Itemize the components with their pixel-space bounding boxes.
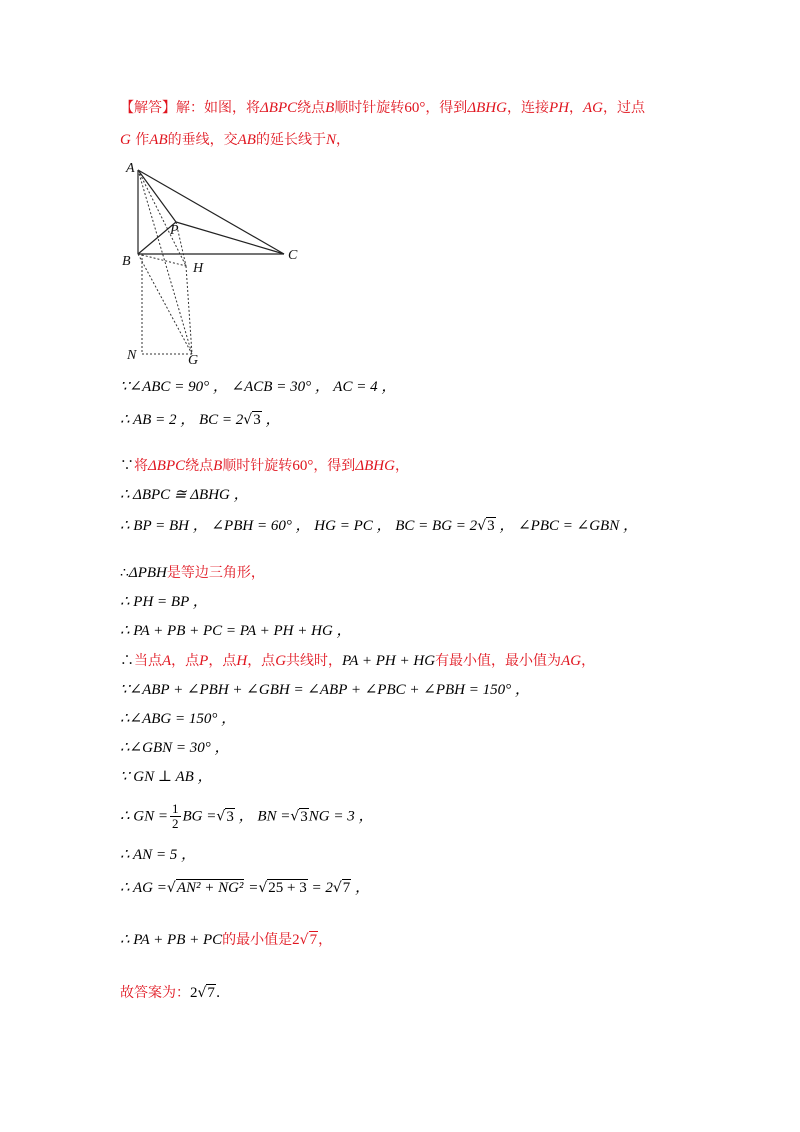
solution-line-16: ∴ GN = $\frac{1}{2}$ BG =√3 ， BN =√3NG = 3 ， xyxy=(120,801,374,831)
radical-sign: √ xyxy=(477,518,487,534)
segment-pc xyxy=(176,222,284,254)
solution-line-3: ∵∠ABC = 90° ， ∠ACB = 30° ， AC = 4 ， xyxy=(120,379,397,395)
label-b: B xyxy=(122,254,131,269)
solution-line-2: G 作AB的垂线，交AB的延长线于N， xyxy=(120,132,350,148)
solution-line-17: ∴ AN = 5 ， xyxy=(120,847,197,863)
radical-sign: √ xyxy=(290,808,300,825)
segment-ac xyxy=(138,170,284,254)
radical-sign: √ xyxy=(243,412,253,428)
segment-ap xyxy=(138,170,176,222)
solution-line-7: ∴ BP = BH ， ∠PBH = 60° ， HG = PC ， BC = BG = 2√3 ， ∠PBC = ∠GBN ， xyxy=(120,518,638,534)
radical-sign: √ xyxy=(197,985,207,1001)
label-h: H xyxy=(193,261,204,276)
solution-line-9: ∴ PH = BP ， xyxy=(120,594,208,610)
solution-line-15: ∵ GN ⊥ AB ， xyxy=(120,769,213,785)
solution-line-19: ∴ PA + PB + PC的最小值是2√7， xyxy=(120,932,333,948)
radical-sign: √ xyxy=(299,932,309,948)
label-p: P xyxy=(170,223,179,238)
segment-hg-dashed xyxy=(186,266,192,354)
segment-ag-dashed xyxy=(138,170,192,354)
solution-line-4: ∴ AB = 2 ， BC = 2√3 ， xyxy=(120,412,281,428)
solution-line-18: ∴ AG =√AN² + NG² =√25 + 3 = 2√7 ， xyxy=(120,880,371,896)
radical-sign: √ xyxy=(166,880,176,896)
solution-line-5: ∵将ΔBPC绕点B顺时针旋转60°，得到ΔBHG， xyxy=(120,458,409,474)
label-c: C xyxy=(288,248,298,263)
radical-sign: √ xyxy=(258,880,268,896)
radical-sign: √ xyxy=(332,880,342,896)
label-g: G xyxy=(188,353,199,368)
solution-line-1: 【解答】解：如图，将ΔBPC绕点B顺时针旋转60°，得到ΔBHG，连接PH，AG，过点 xyxy=(120,100,645,116)
segment-bg-dashed xyxy=(138,254,192,354)
solution-line-13: ∴∠ABG = 150° ， xyxy=(120,711,237,727)
radical-sign: √ xyxy=(216,808,226,825)
solution-line-6: ∴ ΔBPC ≅ ΔBHG ， xyxy=(120,487,249,503)
label-n: N xyxy=(127,348,137,363)
answer-heading: 【解答】 xyxy=(120,100,176,116)
solution-line-11: ∴当点A，点P，点H，点G共线时，PA + PH + HG有最小值，最小值为AG， xyxy=(120,653,596,669)
segment-bh-dashed xyxy=(138,254,186,266)
fraction-one-half: $\frac{1}{2}$ xyxy=(172,801,179,831)
solution-line-8: ∴ΔPBH是等边三角形， xyxy=(120,565,265,581)
geometry-figure xyxy=(120,158,320,370)
solution-line-10: ∴ PA + PB + PC = PA + PH + HG ， xyxy=(120,623,352,639)
solution-line-12: ∵∠ABP + ∠PBH + ∠GBH = ∠ABP + ∠PBC + ∠PBH = 150° ， xyxy=(120,682,530,698)
final-answer-line: 故答案为：2√7. xyxy=(120,985,221,1001)
solution-line-14: ∴∠GBN = 30° ， xyxy=(120,740,230,756)
label-a: A xyxy=(126,161,135,176)
